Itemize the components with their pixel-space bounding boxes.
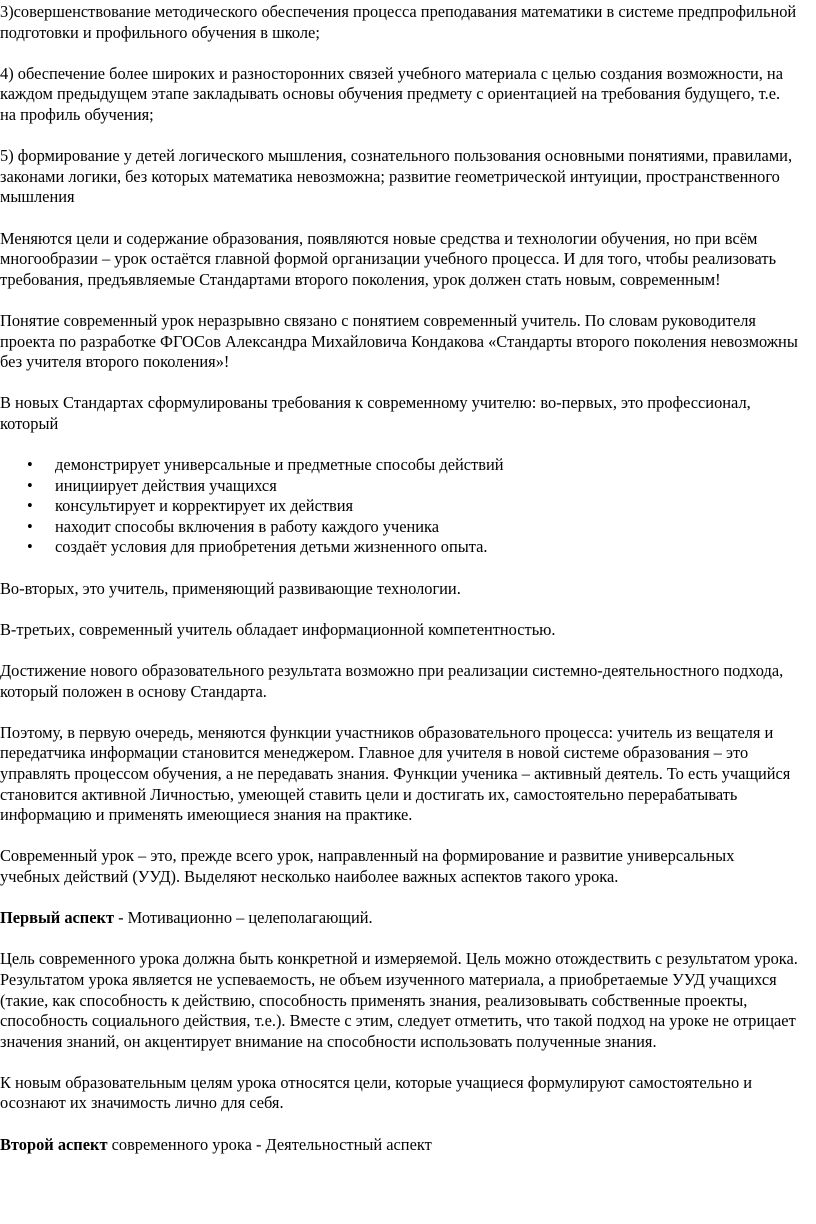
list-item-text: консультирует и корректирует их действия — [55, 496, 354, 516]
list-item — [0, 496, 798, 517]
bullet-icon: • — [27, 475, 33, 495]
paragraph-item-4: 4) обеспечение более широких и разносторонних связей учебного материала с целью создания возможности, на каждом предыдущем этапе закладывать основы обучения предмету с ориентацией на требования будущего, т.е. на профиль обучения; — [0, 63, 783, 124]
list-item-text: находит способы включения в работу каждого ученика — [55, 516, 440, 536]
list-item-text: создаёт условия для приобретения детьми жизненного опыта. — [55, 537, 488, 557]
aspect-first — [0, 908, 798, 929]
list-item — [0, 476, 798, 497]
teacher-requirements-list — [0, 455, 798, 558]
aspect-second-text: современного урока - Деятельностный аспект — [107, 1134, 432, 1154]
paragraph-requirements-intro: В новых Стандартах сформулированы требования к современному учителю: во-первых, это профессионал, который — [0, 393, 751, 433]
bullet-icon: • — [27, 455, 33, 475]
bullet-icon: • — [27, 496, 33, 516]
aspect-second — [0, 1135, 798, 1156]
bullet-icon: • — [27, 537, 33, 557]
list-item — [0, 517, 798, 538]
paragraph-lesson-goal: Цель современного урока должна быть конкретной и измеряемой. Цель можно отождествить с результатом урока. Результатом урока является не успеваемость, не объем изученного материала, а приобретаемые УУД учащихся (такие, как способность к действию, способность применять знания, реализовывать собственные проекты, способность социального действия, т.е.). Вместе с этим, следует отметить, что такой подход на уроке не отрицает значения знаний, он акцентирует внимание на способности использовать полученные знания. — [0, 949, 798, 1051]
list-item — [0, 537, 798, 558]
paragraph-second: Во-вторых, это учитель, применяющий развивающие технологии. — [0, 578, 461, 598]
aspect-first-text: - Мотивационно – целеполагающий. — [114, 908, 373, 928]
paragraph-system-approach: Достижение нового образовательного результата возможно при реализации системно-деятельностного подхода, который положен в основу Стандарта. — [0, 661, 784, 701]
list-item-text: демонстрирует универсальные и предметные способы действий — [55, 455, 504, 475]
paragraph-modern-lesson: Современный урок – это, прежде всего урок, направленный на формирование и развитие универсальных учебных действий (УУД). Выделяют несколько наиболее важных аспектов такого урока. — [0, 846, 735, 886]
paragraph-item-5: 5) формирование у детей логического мышления, сознательного пользования основными понятиями, правилами, законами логики, без которых математика невозможна; развитие геометрической интуиции, пространственного мышления — [0, 146, 793, 207]
paragraph-third: В-третьих, современный учитель обладает информационной компетентностью. — [0, 619, 556, 639]
list-item — [0, 455, 798, 476]
paragraph-modern-teacher: Понятие современный урок неразрывно связано с понятием современный учитель. По словам руководителя проекта по разработке ФГОСов Александра Михайловича Кондакова «Стандарты второго поколения невозможны без учителя второго поколения»! — [0, 310, 798, 372]
bullet-icon: • — [27, 516, 33, 536]
paragraph-functions: Поэтому, в первую очередь, меняются функции участников образовательного процесса: учитель из вещателя и передатчика информации становится менеджером. Главное для учителя в новой системе образования – это управлять процессом обучения, а не передавать знания. Функции ученика – активный деятель. То есть учащийся становится активной Личностью, умеющей ставить цели и достигать их, самостоятельно перерабатывать информацию и применять имеющиеся знания на практике. — [0, 722, 791, 825]
aspect-first-title: Первый аспект — [0, 908, 115, 928]
paragraph-new-goals: К новым образовательным целям урока относятся цели, которые учащиеся формулируют самостоятельно и осознают их значимость лично для себя. — [0, 1072, 753, 1113]
paragraph-item-3: 3)совершенствование методического обеспечения процесса преподавания математики в системе предпрофильной подготовки и профильного обучения в школе; — [0, 2, 797, 42]
paragraph-goals-change: Меняются цели и содержание образования, появляются новые средства и технологии обучения, но при всём многообразии – урок остаётся главной формой организации учебного процесса. И для того, чтобы реализовать требования, предъявляемые Стандартами второго поколения, урок должен стать новым, современным! — [0, 228, 777, 289]
aspect-second-title: Второй аспект — [0, 1134, 108, 1154]
list-item-text: инициирует действия учащихся — [55, 475, 277, 495]
